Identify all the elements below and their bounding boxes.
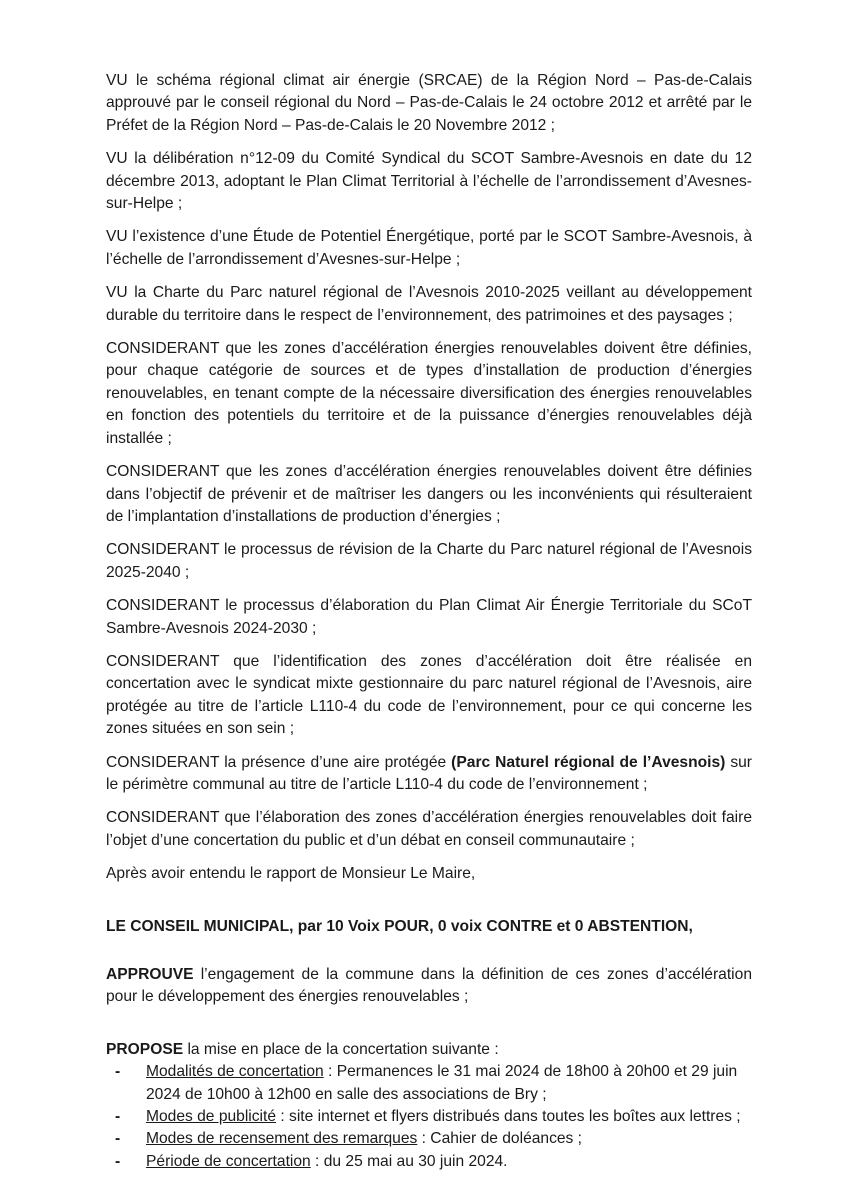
- council-vote-line: LE CONSEIL MUNICIPAL, par 10 Voix POUR, 0 voix CONTRE et 0 ABSTENTION,: [106, 917, 693, 935]
- protected-area-text-before: CONSIDERANT la présence d’une aire protégée: [106, 753, 452, 771]
- paragraph-considerant-public-consultation: CONSIDERANT que l’élaboration des zones d’accélération énergies renouvelables doit faire l’objet d’une concertation du public et d’un débat en conseil communautaire ;: [106, 809, 752, 849]
- paragraph-considerant-identification: CONSIDERANT que l’identification des zones d’accélération doit être réalisée en concertation avec le syndicat mixte gestionnaire du parc naturel régional de l’Avesnois, aire protégée au titre de l’article L110-4 du code de l’environnement, pour ce qui concerne les zones situées en son sein ;: [106, 652, 752, 738]
- item-label: Période de concertation: [146, 1152, 311, 1170]
- paragraph-considerant-charter-revision: CONSIDERANT le processus de révision de la Charte du Parc naturel régional de l’Avesnois 2025-2040 ;: [106, 541, 752, 581]
- bullet-dash: -: [115, 1152, 121, 1170]
- protected-area-text-after: sur le périmètre communal au titre de l’article L110-4 du code de l’environnement ;: [106, 753, 752, 793]
- paragraph-energy-study: VU l’existence d’une Étude de Potentiel Énergétique, porté par le SCOT Sambre-Avesnois, à l’échelle de l’arrondissement d’Avesnes-sur-Helpe ;: [106, 228, 752, 268]
- paragraph-park-charter: VU la Charte du Parc naturel régional de l’Avesnois 2010-2025 veillant au développement durable du territoire dans le respect de l’environnement, des patrimoines et des paysages ;: [106, 284, 752, 324]
- paragraph-considerant-dangers: CONSIDERANT que les zones d’accélération énergies renouvelables doivent être définies dans l’objectif de prévenir et de maîtriser les dangers ou les inconvénients qui résulteraient de l’implantation d’installations de production d’énergies ;: [106, 463, 752, 525]
- item-text: : du 25 mai au 30 juin 2024.: [310, 1152, 508, 1170]
- bullet-dash: -: [115, 1063, 121, 1081]
- document-page: [106, 70, 752, 1173]
- item-label: Modes de recensement des remarques: [146, 1130, 418, 1148]
- list-item: [106, 1106, 752, 1128]
- paragraph-protected-area: [106, 752, 752, 797]
- bullet-dash: -: [115, 1108, 121, 1126]
- item-text: : Cahier de doléances ;: [417, 1130, 583, 1148]
- paragraph-deliberation: VU la délibération n°12-09 du Comité Syndical du SCOT Sambre-Avesnois en date du 12 décembre 2013, adoptant le Plan Climat Territorial à l’échelle de l’arrondissement d’Avesnes-sur-Helpe ;: [106, 150, 752, 213]
- item-label: Modes de publicité: [146, 1108, 277, 1126]
- proposal-text: la mise en place de la concertation suivante :: [183, 1040, 499, 1058]
- bullet-dash: -: [115, 1130, 121, 1148]
- list-item: [106, 1151, 752, 1173]
- item-text: : Permanences le 31 mai 2024 de 18h00 à 20h00 et 29 juin 2024 de 10h00 à 12h00 en salle des associations de Bry ;: [146, 1063, 738, 1103]
- proposal-keyword: PROPOSE: [106, 1040, 184, 1058]
- list-item: [106, 1061, 752, 1106]
- approval-keyword: APPROUVE: [106, 966, 194, 983]
- protected-area-name: (Parc Naturel régional de l’Avesnois): [451, 753, 726, 771]
- item-text: : site internet et flyers distribués dans toutes les boîtes aux lettres ;: [276, 1108, 741, 1126]
- paragraph-approval: [106, 964, 752, 1009]
- paragraph-proposal: [106, 1039, 752, 1061]
- proposal-list: [106, 1061, 752, 1173]
- paragraph-considerant-climate-plan: CONSIDERANT le processus d’élaboration du Plan Climat Air Énergie Territoriale du SCoT Sambre-Avesnois 2024-2030 ;: [106, 597, 752, 637]
- item-label: Modalités de concertation: [146, 1063, 324, 1081]
- paragraph-mayor-report: Après avoir entendu le rapport de Monsieur Le Maire,: [106, 865, 476, 883]
- list-item: [106, 1128, 752, 1150]
- approval-text: l’engagement de la commune dans la définition de ces zones d’accélération pour le développement des énergies renouvelables ;: [106, 966, 752, 1006]
- paragraph-srcae: VU le schéma régional climat air énergie (SRCAE) de la Région Nord – Pas-de-Calais approuvé par le conseil régional du Nord – Pas-de-Calais le 24 octobre 2012 et arrêté par le Préfet de la Région Nord – Pas-de-Calais le 20 Novembre 2012 ;: [106, 72, 752, 134]
- paragraph-considerant-diversification: CONSIDERANT que les zones d’accélération énergies renouvelables doivent être définies, pour chaque catégorie de sources et de types d’installation de production d’énergies renouvelables, en tenant compte de la nécessaire diversification des énergies renouvelables en fonction des potentiels du territoire et de la puissance d’énergies renouvelables déjà installée ;: [106, 340, 752, 447]
